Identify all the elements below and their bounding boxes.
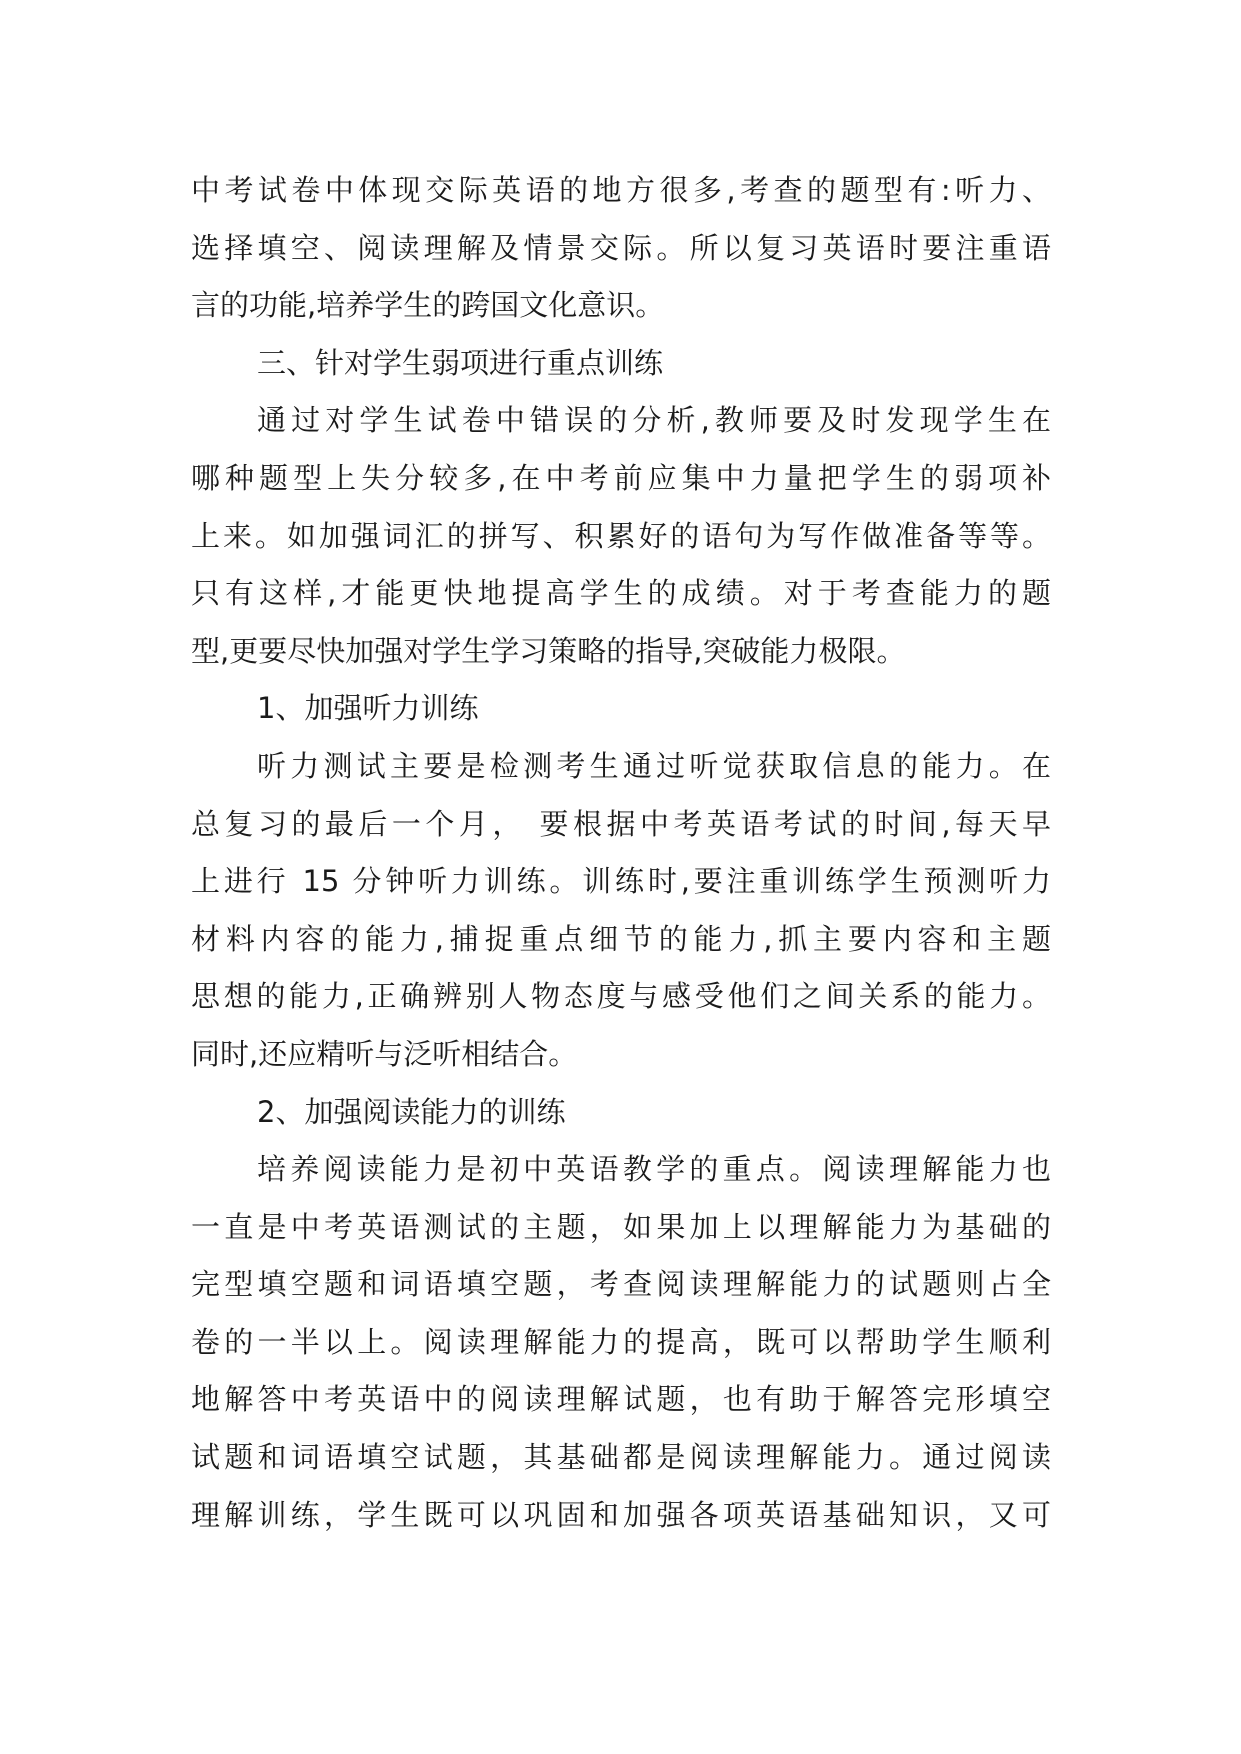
text-line: 理解训练，学生既可以巩固和加强各项英语基础知识，又可 bbox=[191, 1497, 1051, 1532]
section-heading-line: 2、加强阅读能力的训练 bbox=[257, 1094, 566, 1129]
section-heading-line: 1、加强听力训练 bbox=[257, 691, 479, 726]
text-line: 上进行 15 分钟听力训练。训练时,要注重训练学生预测听力 bbox=[191, 864, 1051, 899]
text-line: 言的功能,培养学生的跨国文化意识。 bbox=[191, 288, 665, 323]
text-line: 型,更要尽快加强对学生学习策略的指导,突破能力极限。 bbox=[191, 633, 906, 668]
text-line: 卷的一半以上。阅读理解能力的提高，既可以帮助学生顺利 bbox=[191, 1324, 1051, 1359]
text-line: 培养阅读能力是初中英语教学的重点。阅读理解能力也 bbox=[257, 1152, 1051, 1187]
document-body bbox=[191, 162, 1051, 1544]
text-line: 总复习的最后一个月， 要根据中考英语考试的时间,每天早 bbox=[191, 806, 1051, 841]
text-line: 思想的能力,正确辨别人物态度与感受他们之间关系的能力。 bbox=[191, 979, 1051, 1014]
text-line: 上来。如加强词汇的拼写、积累好的语句为写作做准备等等。 bbox=[191, 518, 1051, 553]
text-line: 地解答中考英语中的阅读理解试题，也有助于解答完形填空 bbox=[191, 1382, 1051, 1417]
text-line: 听力测试主要是检测考生通过听觉获取信息的能力。在 bbox=[257, 748, 1051, 783]
text-line: 一直是中考英语测试的主题，如果加上以理解能力为基础的 bbox=[191, 1209, 1051, 1244]
text-line: 通过对学生试卷中错误的分析,教师要及时发现学生在 bbox=[257, 403, 1051, 438]
text-line: 选择填空、阅读理解及情景交际。所以复习英语时要注重语 bbox=[191, 230, 1051, 265]
text-line: 只有这样,才能更快地提高学生的成绩。对于考查能力的题 bbox=[191, 576, 1051, 611]
text-line: 哪种题型上失分较多,在中考前应集中力量把学生的弱项补 bbox=[191, 460, 1051, 495]
text-line: 同时,还应精听与泛听相结合。 bbox=[191, 1036, 578, 1071]
text-line: 材料内容的能力,捕捉重点细节的能力,抓主要内容和主题 bbox=[191, 921, 1051, 956]
text-line: 试题和词语填空试题，其基础都是阅读理解能力。通过阅读 bbox=[191, 1440, 1051, 1475]
text-line: 完型填空题和词语填空题，考查阅读理解能力的试题则占全 bbox=[191, 1267, 1051, 1302]
section-heading-line: 三、针对学生弱项进行重点训练 bbox=[257, 345, 664, 380]
text-line: 中考试卷中体现交际英语的地方很多,考查的题型有:听力、 bbox=[191, 173, 1051, 207]
